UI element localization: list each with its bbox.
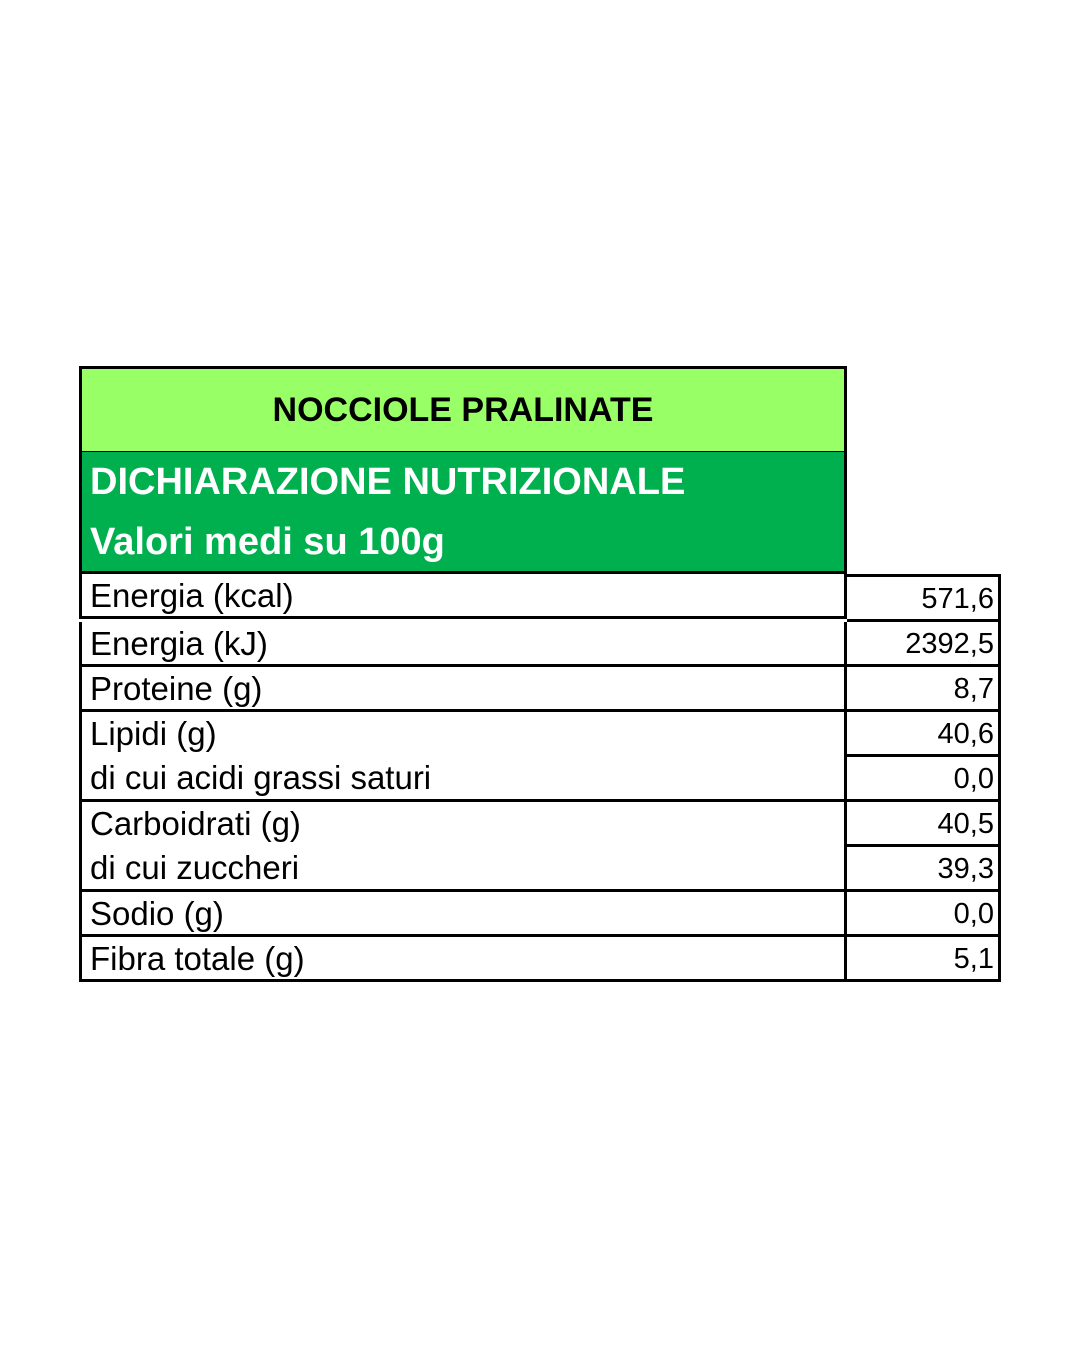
row-values xyxy=(847,892,1001,937)
table-row xyxy=(79,622,1001,667)
declaration-header xyxy=(79,452,847,574)
product-title-text: NOCCIOLE PRALINATE xyxy=(272,390,654,429)
row-label-proteine: Proteine (g) xyxy=(79,667,847,712)
table-row xyxy=(79,712,1001,802)
row-values xyxy=(847,937,1001,982)
row-value-lipidi: 40,6 xyxy=(847,712,998,757)
row-value-proteine: 8,7 xyxy=(847,667,998,712)
row-values xyxy=(847,667,1001,712)
table-row xyxy=(79,937,1001,982)
table-row xyxy=(79,574,1001,622)
row-label-fibra: Fibra totale (g) xyxy=(79,937,847,982)
row-label-sodio: Sodio (g) xyxy=(79,892,847,937)
row-value-carboidrati: 40,5 xyxy=(847,802,998,847)
row-label-energia-kj: Energia (kJ) xyxy=(79,622,847,667)
row-label-lipidi-group xyxy=(79,712,847,802)
row-values xyxy=(847,802,1001,892)
row-value-zuccheri: 39,3 xyxy=(847,847,998,892)
row-value-sodio: 0,0 xyxy=(847,892,998,937)
table-row xyxy=(79,802,1001,892)
row-values xyxy=(847,712,1001,802)
row-label-zuccheri: di cui zuccheri xyxy=(90,849,300,886)
declaration-title: DICHIARAZIONE NUTRIZIONALE xyxy=(90,461,686,503)
table-row xyxy=(79,892,1001,937)
row-values xyxy=(847,622,1001,667)
row-value-fibra: 5,1 xyxy=(847,937,998,982)
row-label-lipidi: Lipidi (g) xyxy=(90,715,217,752)
row-value-energia-kj: 2392,5 xyxy=(847,622,998,667)
nutrition-table xyxy=(79,574,1001,982)
row-label-carboidrati-group xyxy=(79,802,847,892)
declaration-subtitle: Valori medi su 100g xyxy=(90,521,445,563)
row-label-saturi: di cui acidi grassi saturi xyxy=(90,759,432,796)
nutrition-label xyxy=(79,366,1001,982)
table-row xyxy=(79,667,1001,712)
row-values xyxy=(847,574,1001,622)
row-label-energia-kcal: Energia (kcal) xyxy=(79,574,847,619)
row-value-energia-kcal: 571,6 xyxy=(847,577,998,622)
product-title xyxy=(79,366,847,454)
row-label-carboidrati: Carboidrati (g) xyxy=(90,805,301,842)
row-value-saturi: 0,0 xyxy=(847,757,998,802)
